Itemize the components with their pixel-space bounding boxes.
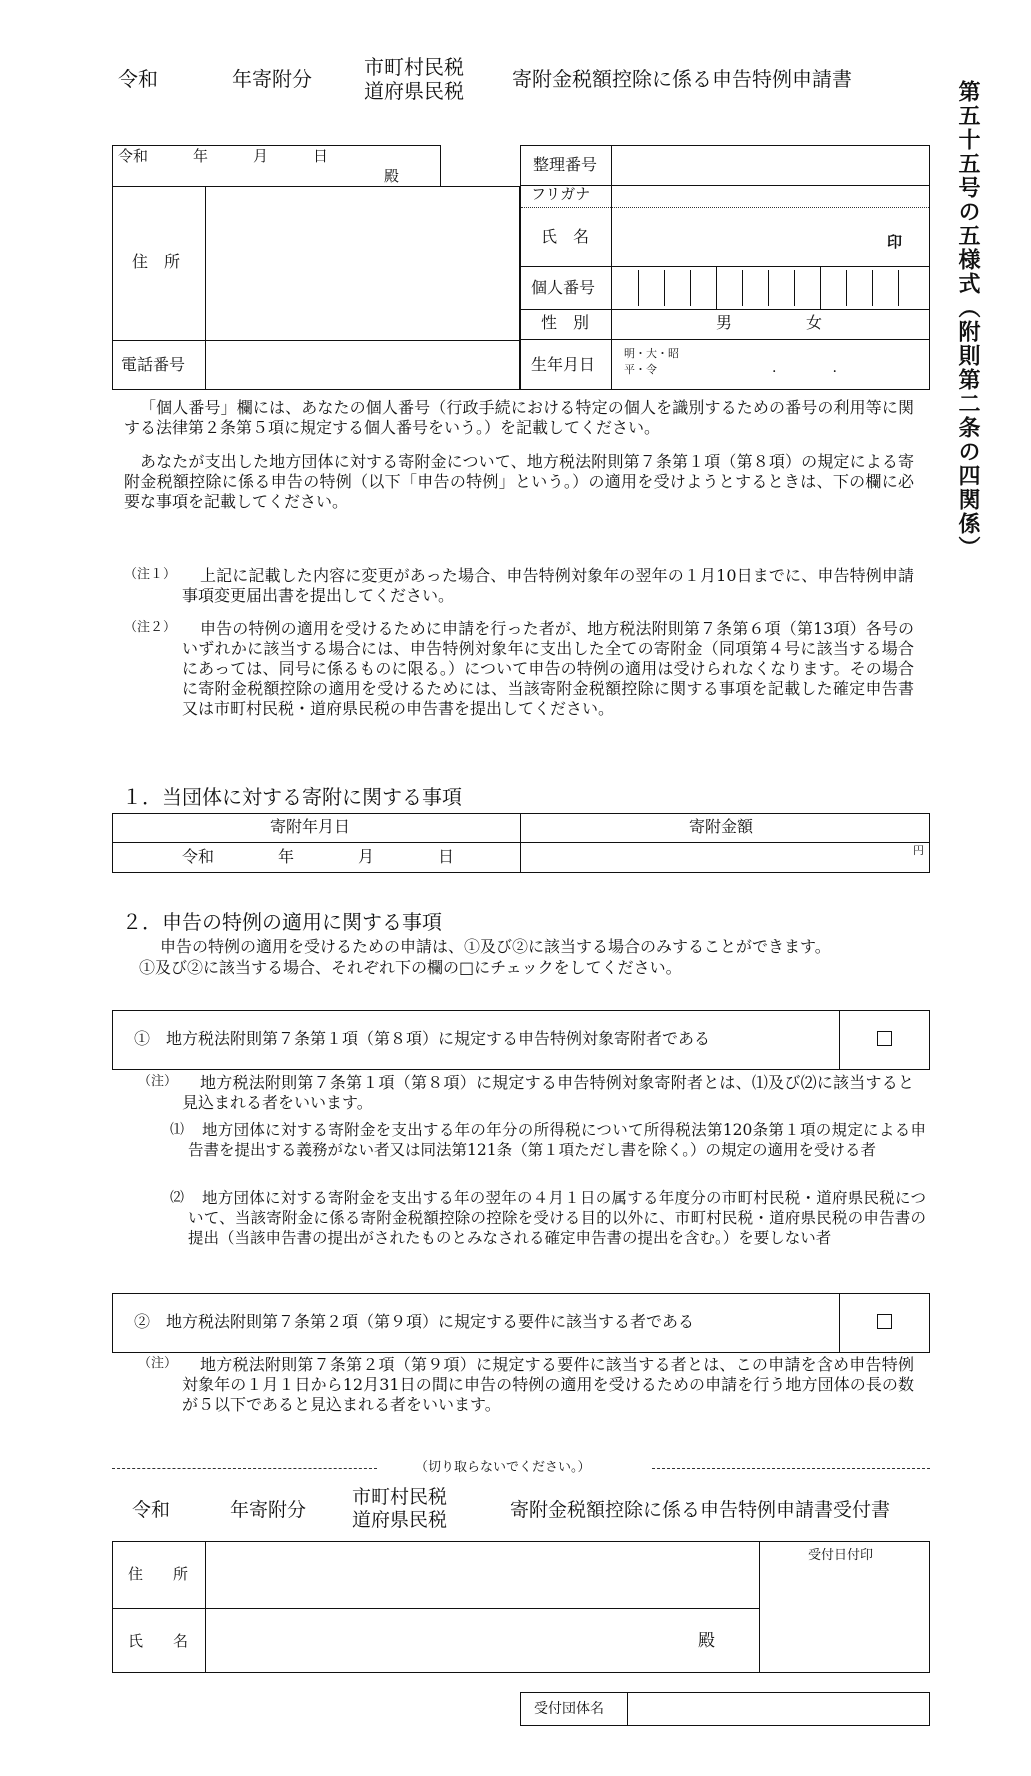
- col-donation-date: 寄附年月日: [270, 817, 351, 836]
- receipt-stamp-label: 受付日付印: [808, 1548, 874, 1563]
- col-donation-amount: 寄附金額: [689, 817, 754, 836]
- receipt-org-field[interactable]: [629, 1694, 928, 1724]
- receipt-org-label: 受付団体名: [534, 1701, 604, 1717]
- item2-note-label: （注）: [138, 1356, 178, 1371]
- receipt-tax-line1: 市町村民税: [352, 1486, 448, 1508]
- receipt-address-field[interactable]: [207, 1543, 757, 1606]
- note2-label: （注２）: [124, 620, 177, 635]
- sex-male-option[interactable]: 男: [716, 313, 733, 332]
- address-field[interactable]: [207, 188, 518, 338]
- furigana-label: フリガナ: [531, 185, 591, 203]
- name-field[interactable]: [613, 209, 883, 265]
- receipt-reiwa: 令和: [132, 1499, 171, 1521]
- receipt-dono: 殿: [698, 1631, 715, 1651]
- sex-female-option[interactable]: 女: [806, 313, 823, 332]
- cond1-label: ⑴: [170, 1122, 184, 1138]
- furigana-field[interactable]: [613, 187, 928, 206]
- item2-checkbox[interactable]: [877, 1314, 892, 1329]
- header-year-donation: 年寄附分: [232, 67, 312, 91]
- dono-label: 殿: [384, 167, 400, 185]
- section1-title: １．当団体に対する寄附に関する事項: [122, 785, 462, 809]
- receipt-stamp-area: [761, 1570, 928, 1670]
- section2-desc-line1: 申告の特例の適用を受けるための申請は、①及び②に該当する場合のみすることができます。: [160, 937, 831, 956]
- receipt-address-label: 住 所: [128, 1565, 189, 1583]
- item2-text: ② 地方税法附則第７条第２項（第９項）に規定する要件に該当する者である: [134, 1312, 695, 1331]
- side-form-number: 第五十五号の五様式︵附則第二条の四関係︶: [955, 80, 981, 560]
- phone-label: 電話番号: [121, 355, 186, 374]
- receipt-title: 寄附金税額控除に係る申告特例申請書受付書: [510, 1499, 891, 1521]
- header-tax-line2: 道府県民税: [364, 79, 464, 103]
- note1-label: （注１）: [124, 567, 177, 582]
- header-reiwa: 令和: [118, 67, 158, 91]
- item1-text: ① 地方税法附則第７条第１項（第８項）に規定する申告特例対象寄附者である: [134, 1029, 711, 1048]
- yen-unit: 円: [913, 844, 924, 857]
- cond2-label: ⑵: [170, 1190, 184, 1206]
- note1-text: 上記に記載した内容に変更があった場合、申告特例対象年の翌年の１月10日までに、申告特例申請事項変更届出書を提出してください。: [182, 566, 914, 605]
- receipt-name-field[interactable]: [207, 1610, 687, 1671]
- birth-date-field[interactable]: [690, 341, 928, 388]
- note2-text: 申告の特例の適用を受けるために申請を行った者が、地方税法附則第７条第６項（第13項）各号のいずれかに該当する場合には、申告特例対象年に支出した全ての寄附金（同項第４号に該当する場合にあっては、同号に係るものに限る。）について申告の特例の適用は受けられなくなります。その場合に寄附金税額控除の適用を受けるためには、当該寄附金税額控除に関する事項を記載した確定申告書又は市町村民税・道府県民税の申告書を提出してください。: [182, 619, 914, 718]
- item1-note-label: （注）: [138, 1074, 178, 1089]
- header-tax-line1: 市町村民税: [364, 55, 464, 79]
- donation-amount-field[interactable]: [522, 844, 902, 871]
- era-options-line1[interactable]: 明・大・昭: [624, 347, 679, 360]
- item2-note: 地方税法附則第７条第２項（第９項）に規定する要件に該当する者とは、この申請を含め申告特例対象年の１月１日から12月31日の間に申告の特例の適用を受けるための申請を行う地方団体の長の数が５以下であると見込まれる者をいいます。: [182, 1355, 914, 1414]
- receipt-tax-line2: 道府県民税: [352, 1509, 448, 1531]
- birth-label: 生年月日: [531, 355, 596, 374]
- cond2-text: 地方団体に対する寄附金を支出する年の翌年の４月１日の属する年度分の市町村民税・道府県民税について、当該寄附金に係る寄附金税額控除の控除を受ける目的以外に、市町村民税・道府県民税の申告書の提出（当該申告書の提出がされたものとみなされる確定申告書の提出を含む。）を要しない者: [188, 1189, 926, 1247]
- cond1-text: 地方団体に対する寄附金を支出する年の年分の所得税について所得税法第120条第１項の規定による申告書を提出する義務がない者又は同法第121条（第１項ただし書を除く。）の規定の適用を受ける者: [188, 1121, 926, 1159]
- item1-note: 地方税法附則第７条第１項（第８項）に規定する申告特例対象寄附者とは、⑴及び⑵に該当すると見込まれる者をいいます。: [182, 1073, 914, 1112]
- item1-checkbox[interactable]: [877, 1031, 892, 1046]
- seiri-label: 整理番号: [533, 155, 598, 174]
- intro-paragraph: あなたが支出した地方団体に対する寄附金について、地方税法附則第７条第１項（第８項）の規定による寄附金税額控除に係る申告の特例（以下「申告の特例」という。）の適用を受けようとするときは、下の欄に必要な事項を記載してください。: [124, 452, 914, 511]
- date-label: 令和 年 月 日: [118, 147, 329, 165]
- donation-date-field[interactable]: 令和 年 月 日: [182, 847, 455, 866]
- mynumber-label: 個人番号: [531, 278, 596, 297]
- era-options-line2[interactable]: 平・令: [624, 363, 657, 376]
- mynumber-note: 「個人番号」欄には、あなたの個人番号（行政手続における特定の個人を識別するための番号の利用等に関する法律第２条第５項に規定する個人番号をいう。）を記載してください。: [124, 398, 914, 437]
- mynumber-cells[interactable]: [612, 267, 929, 309]
- section2-title: ２．申告の特例の適用に関する事項: [122, 910, 442, 934]
- cutline-text: （切り取らないでください。）: [415, 1460, 591, 1475]
- seiri-field[interactable]: [613, 147, 928, 184]
- birth-date-separators: . .: [772, 360, 837, 376]
- seal-mark: 印: [887, 233, 903, 251]
- cutline-left: [112, 1468, 377, 1469]
- header-title: 寄附金税額控除に係る申告特例申請書: [512, 67, 852, 91]
- phone-field[interactable]: [207, 342, 518, 388]
- cutline-right: [652, 1468, 930, 1469]
- address-label: 住 所: [132, 252, 181, 271]
- name-label: 氏 名: [541, 227, 590, 246]
- receipt-year-donation: 年寄附分: [230, 1499, 307, 1521]
- section2-desc-line2: ①及び②に該当する場合、それぞれ下の欄の□にチェックをしてください。: [139, 958, 682, 977]
- sex-label: 性 別: [541, 313, 590, 332]
- receipt-name-label: 氏 名: [128, 1632, 189, 1650]
